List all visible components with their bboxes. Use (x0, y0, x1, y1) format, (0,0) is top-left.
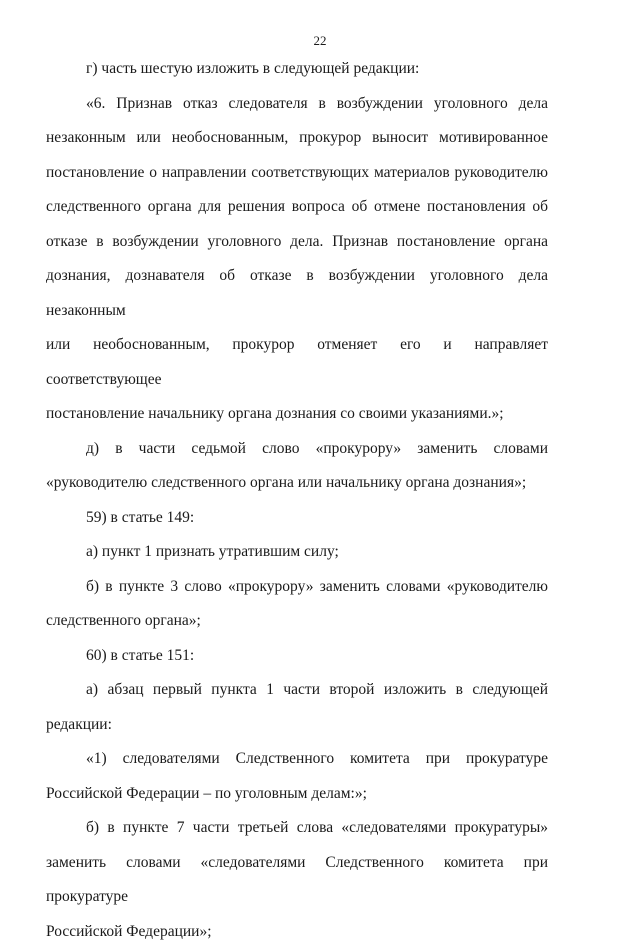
text-line: Российской Федерации – по уголовным делам:»; (46, 777, 548, 812)
paragraph (46, 501, 548, 536)
text-line: г) часть шестую изложить в следующей редакции: (46, 52, 548, 87)
text-line: д) в части седьмой слово «прокурору» заменить словами (46, 432, 548, 467)
paragraph (46, 811, 548, 949)
paragraph (46, 639, 548, 674)
text-line: а) пункт 1 признать утратившим силу; (46, 535, 548, 570)
page-number: 22 (0, 33, 640, 49)
text-line: постановление о направлении соответствующих материалов руководителю (46, 156, 548, 191)
text-line: б) в пункте 7 части третьей слова «следователями прокуратуры» (46, 811, 548, 846)
text-line: а) абзац первый пункта 1 части второй изложить в следующей (46, 673, 548, 708)
text-line: дознания, дознавателя об отказе в возбуждении уголовного дела незаконным (46, 259, 548, 328)
document-body (46, 52, 548, 949)
paragraph (46, 87, 548, 432)
text-line: следственного органа»; (46, 604, 548, 639)
text-line: отказе в возбуждении уголовного дела. Признав постановление органа (46, 225, 548, 260)
text-line: 60) в статье 151: (46, 639, 548, 674)
text-line: заменить словами «следователями Следственного комитета при прокуратуре (46, 846, 548, 915)
text-line: «1) следователями Следственного комитета при прокуратуре (46, 742, 548, 777)
paragraph (46, 432, 548, 501)
text-line: незаконным или необоснованным, прокурор выносит мотивированное (46, 121, 548, 156)
paragraph (46, 742, 548, 811)
text-line: следственного органа для решения вопроса об отмене постановления об (46, 190, 548, 225)
text-line: или необоснованным, прокурор отменяет его и направляет соответствующее (46, 328, 548, 397)
text-line: «руководителю следственного органа или начальнику органа дознания»; (46, 466, 548, 501)
text-line: Российской Федерации»; (46, 915, 548, 949)
paragraph (46, 52, 548, 87)
text-line: редакции: (46, 708, 548, 743)
text-line: постановление начальнику органа дознания со своими указаниями.»; (46, 397, 548, 432)
paragraph (46, 570, 548, 639)
paragraph (46, 673, 548, 742)
paragraph (46, 535, 548, 570)
text-line: «6. Признав отказ следователя в возбуждении уголовного дела (46, 87, 548, 122)
text-line: б) в пункте 3 слово «прокурору» заменить словами «руководителю (46, 570, 548, 605)
text-line: 59) в статье 149: (46, 501, 548, 536)
